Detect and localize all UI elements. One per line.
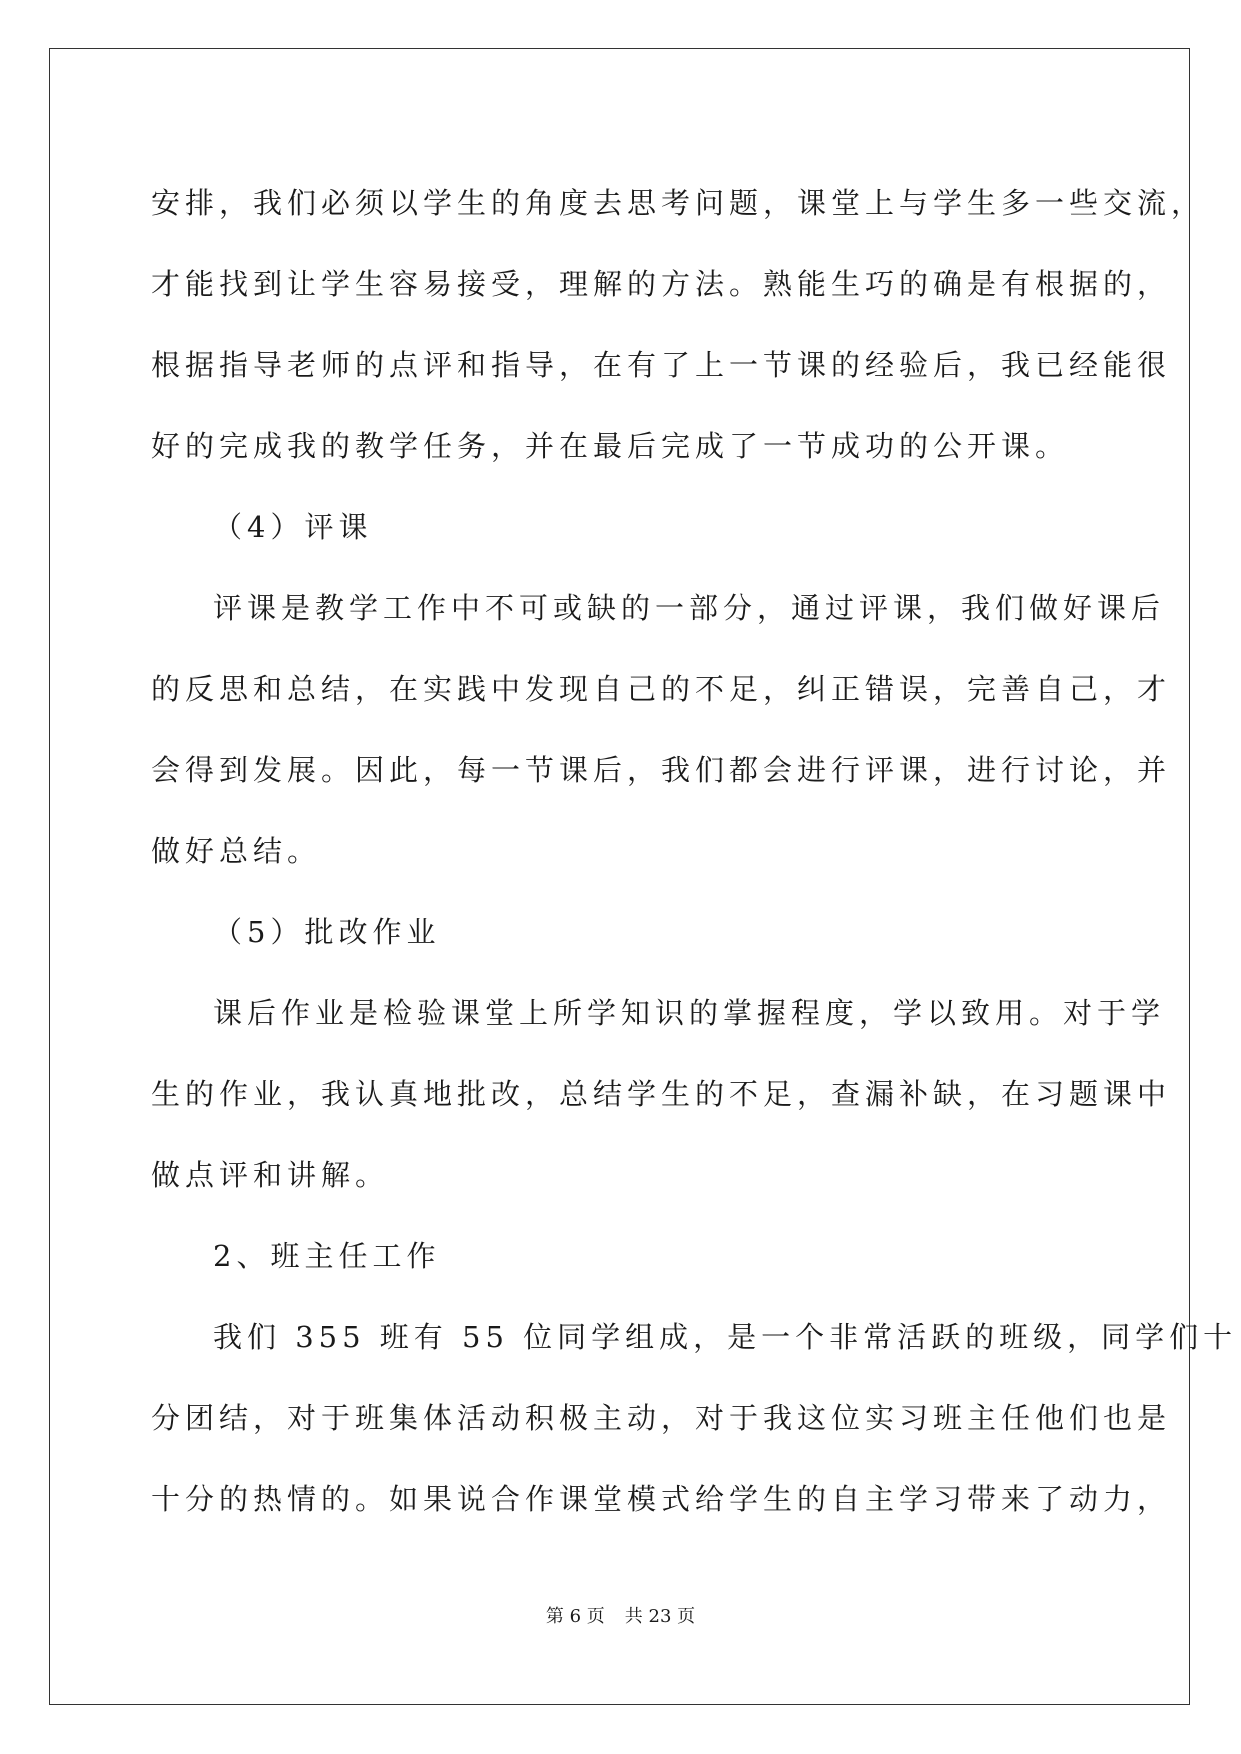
text-line: 做点评和讲解。 (151, 1158, 390, 1192)
text-line: 的反思和总结，在实践中发现自己的不足，纠正错误，完善自己，才 (151, 672, 1172, 706)
text-line: 根据指导老师的点评和指导，在有了上一节课的经验后，我已经能很 (151, 348, 1172, 382)
text-line: 评课是教学工作中不可或缺的一部分，通过评课，我们做好课后 (213, 591, 1166, 625)
text-line: 十分的热情的。如果说合作课堂模式给学生的自主学习带来了动力， (151, 1482, 1172, 1516)
text-line: 才能找到让学生容易接受，理解的方法。熟能生巧的确是有根据的， (151, 267, 1172, 301)
text-line: 生的作业，我认真地批改，总结学生的不足，查漏补缺，在习题课中 (151, 1077, 1172, 1111)
document-body (151, 163, 1238, 1540)
text-line: 2、班主任工作 (213, 1239, 441, 1273)
page-footer (0, 1602, 1241, 1628)
page-total: 共 23 页 (624, 1606, 696, 1627)
text-line: 好的完成我的教学任务，并在最后完成了一节成功的公开课。 (151, 429, 1070, 463)
text-line: （4）评课 (213, 510, 373, 544)
text-line: 安排，我们必须以学生的角度去思考问题，课堂上与学生多一些交流， (151, 186, 1206, 220)
text-line: 我们 355 班有 55 位同学组成，是一个非常活跃的班级，同学们十 (213, 1320, 1238, 1354)
text-line: 分团结，对于班集体活动积极主动，对于我这位实习班主任他们也是 (151, 1401, 1172, 1435)
text-line: 会得到发展。因此，每一节课后，我们都会进行评课，进行讨论，并 (151, 753, 1172, 787)
text-line: 课后作业是检验课堂上所学知识的掌握程度，学以致用。对于学 (213, 996, 1166, 1030)
text-line: （5）批改作业 (213, 915, 441, 949)
page-number: 第 6 页 (545, 1606, 605, 1627)
text-line: 做好总结。 (151, 834, 322, 868)
